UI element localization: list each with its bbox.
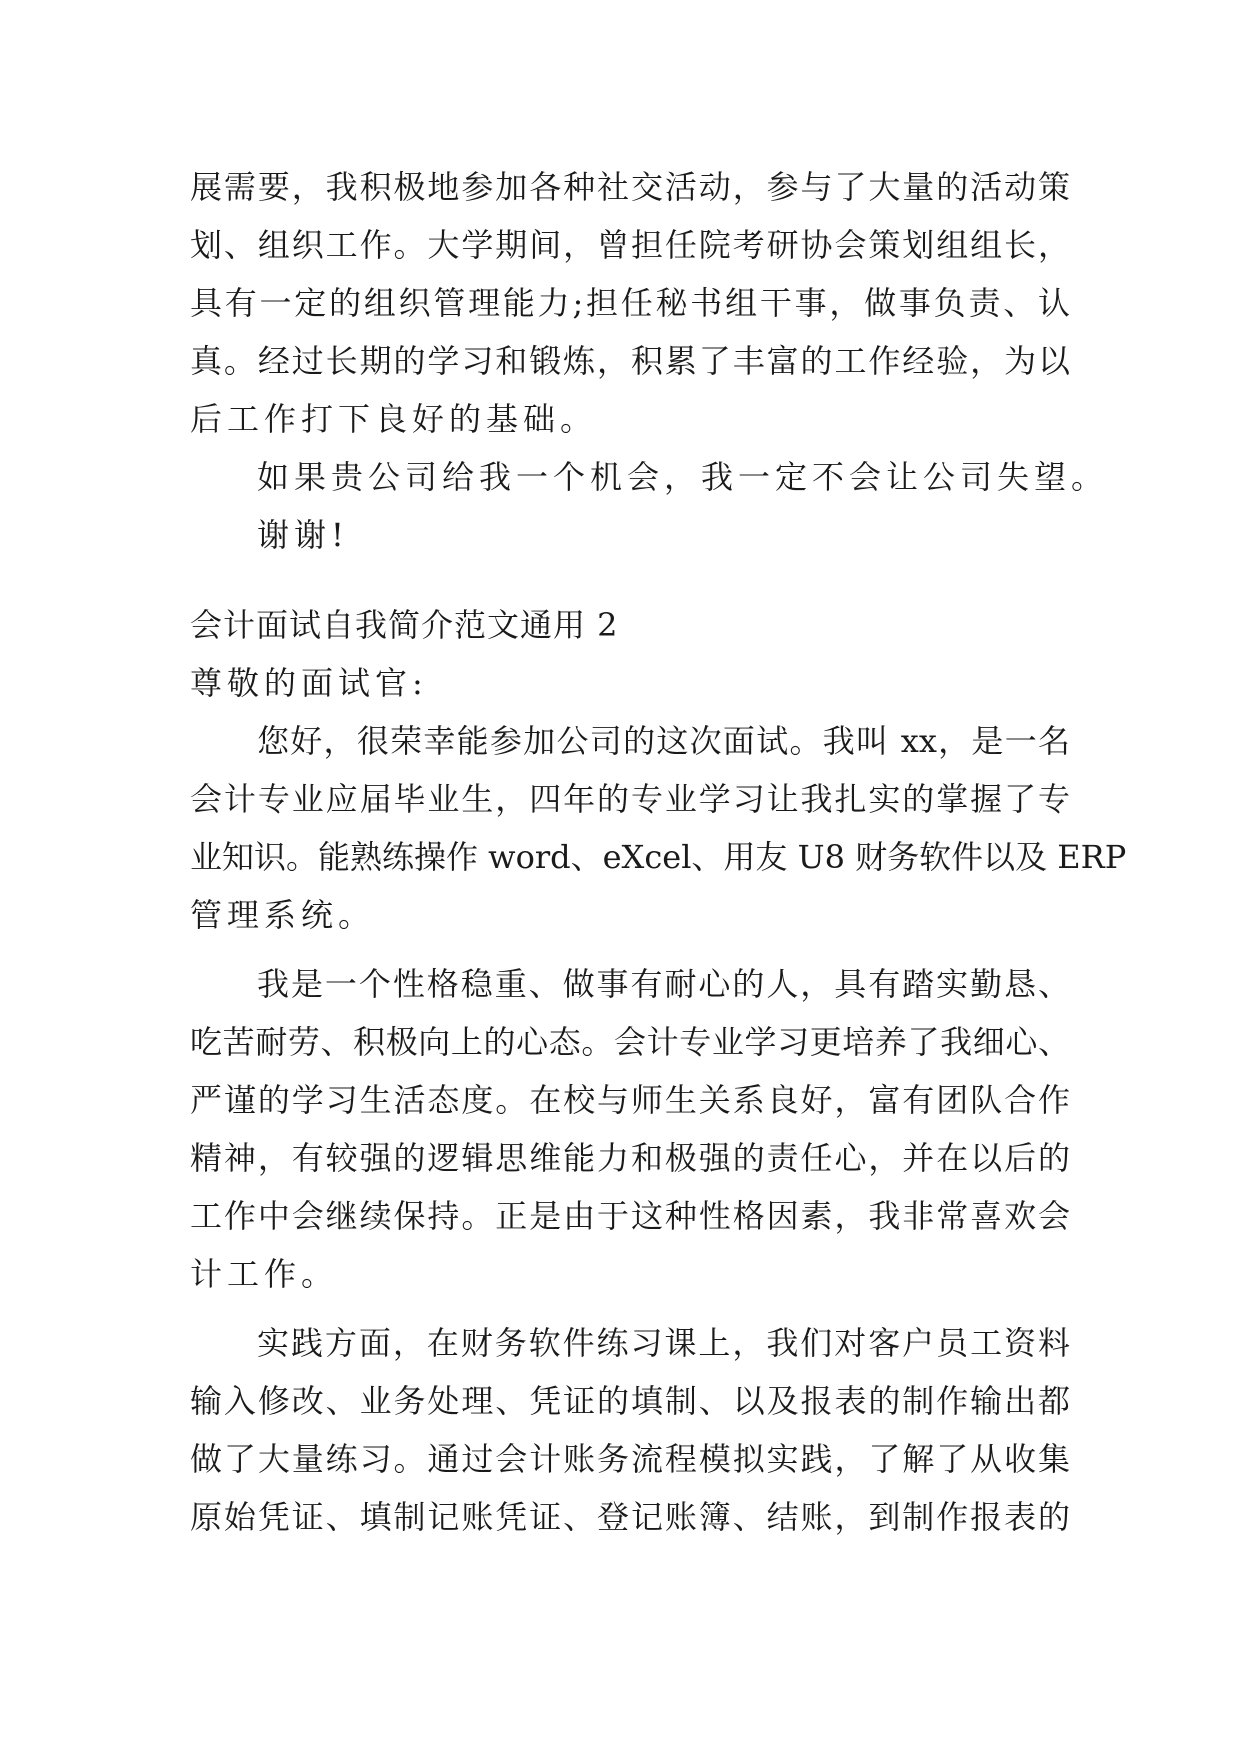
paragraph-line: 计工作。 — [190, 1255, 339, 1293]
paragraph-line: 具有一定的组织管理能力;担任秘书组干事，做事负责、认 — [190, 284, 1070, 322]
paragraph-line: 吃苦耐劳、积极向上的心态。会计专业学习更培养了我细心、 — [190, 1023, 1070, 1061]
paragraph-line: 做了大量练习。通过会计账务流程模拟实践，了解了从收集 — [190, 1440, 1070, 1478]
paragraph-line: 严谨的学习生活态度。在校与师生关系良好，富有团队合作 — [190, 1081, 1070, 1119]
paragraph-line: 管理系统。 — [190, 896, 376, 934]
section-title: 会计面试自我简介范文通用 2 — [190, 606, 619, 644]
paragraph-line: 真。经过长期的学习和锻炼，积累了丰富的工作经验，为以 — [190, 342, 1070, 380]
thanks-line: 谢谢! — [257, 516, 349, 554]
paragraph-line: 划、组织工作。大学期间，曾担任院考研协会策划组组长， — [190, 226, 1070, 264]
paragraph-line: 您好，很荣幸能参加公司的这次面试。我叫 xx，是一名 — [257, 722, 1070, 760]
paragraph-line: 输入修改、业务处理、凭证的填制、以及报表的制作输出都 — [190, 1382, 1070, 1420]
paragraph-line: 展需要，我积极地参加各种社交活动，参与了大量的活动策 — [190, 168, 1070, 206]
paragraph-line: 工作中会继续保持。正是由于这种性格因素，我非常喜欢会 — [190, 1197, 1070, 1235]
paragraph-line: 业知识。能熟练操作 word、eXcel、用友 U8 财务软件以及 ERP — [190, 838, 1127, 876]
paragraph-line: 会计专业应届毕业生，四年的专业学习让我扎实的掌握了专 — [190, 780, 1070, 818]
salutation: 尊敬的面试官: — [190, 664, 428, 702]
paragraph-line: 实践方面，在财务软件练习课上，我们对客户员工资料 — [257, 1324, 1070, 1362]
paragraph-line: 原始凭证、填制记账凭证、登记账簿、结账，到制作报表的 — [190, 1498, 1070, 1536]
paragraph-line: 我是一个性格稳重、做事有耐心的人，具有踏实勤恳、 — [257, 965, 1070, 1003]
closing-line: 如果贵公司给我一个机会，我一定不会让公司失望。 — [257, 458, 1109, 496]
paragraph-line: 后工作打下良好的基础。 — [190, 400, 598, 438]
paragraph-line: 精神，有较强的逻辑思维能力和极强的责任心，并在以后的 — [190, 1139, 1070, 1177]
